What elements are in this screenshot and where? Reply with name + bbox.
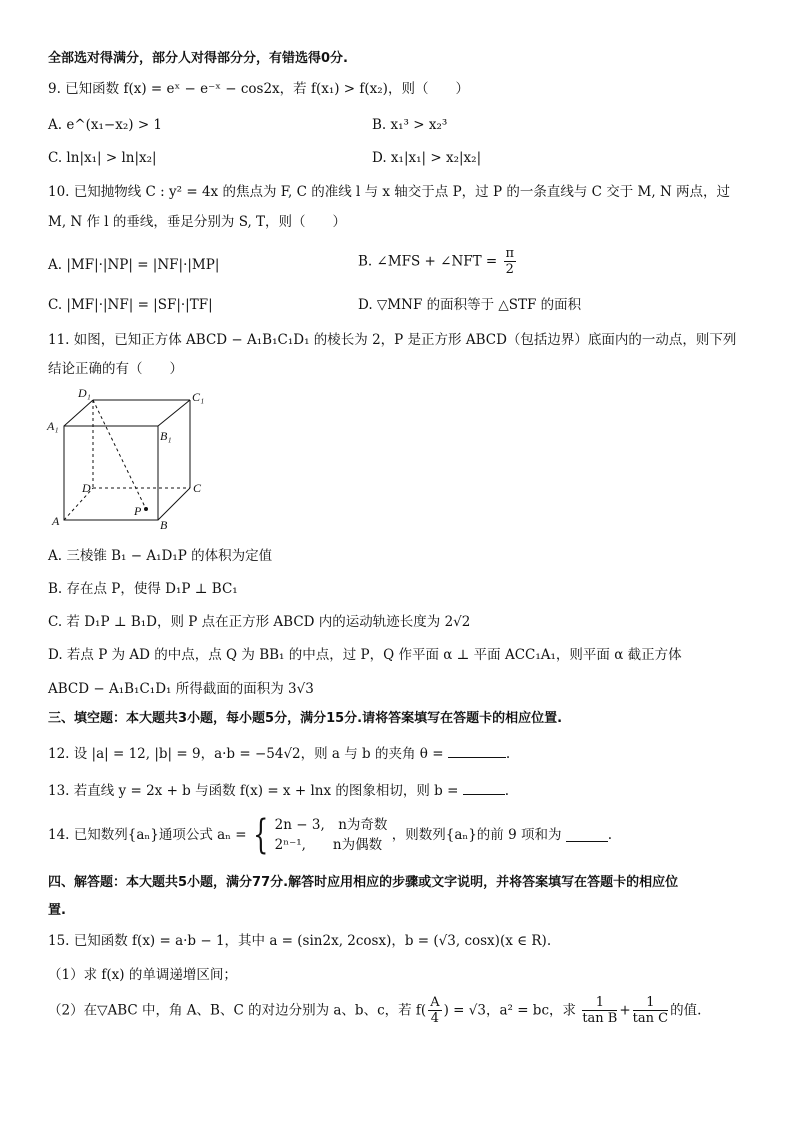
q15-part2-pre: （2）在▽ABC 中，角 A、B、C 的对边分别为 a、b、c，若 f( [48,1002,427,1019]
q15-frac-tanc [633,995,668,1026]
q12 [48,745,510,763]
q14-case-odd: 2n − 3, n为奇数 [274,817,388,833]
q14-answer-blank[interactable] [566,829,608,842]
q14-cases [275,815,388,855]
q13 [48,782,509,800]
front-face [64,426,158,520]
q15-part1: （1）求 f(x) 的单调递增区间； [48,967,237,983]
q14 [48,812,613,858]
q13-end: . [504,783,509,799]
q14-pre: 14. 已知数列{aₙ}通项公式 aₙ = [48,827,247,843]
label-d1: D₁ [78,386,91,400]
q10-option-b [358,246,518,277]
label-a1: A₁ [47,419,59,433]
frac-tanb-num: 1 [582,995,617,1011]
q11-option-c: C. 若 D₁P ⊥ B₁D，则 P 点在正方形 ABCD 内的运动轨迹长度为 2√2 [48,614,471,630]
q10-option-b-numerator: π [505,246,515,261]
edge-bc [158,488,190,520]
q9-option-a: A. e^(x₁−x₂) > 1 [48,117,163,133]
q10-option-c: C. |MF|·|NF| = |SF|·|TF| [48,297,213,313]
q9-stem: 9. 已知函数 f(x) = eˣ − e⁻ˣ − cos2x，若 f(x₁) > f(x₂)，则（ ） [48,81,469,97]
cube-figure [44,384,214,534]
q15-part2-frac-a4 [428,995,441,1026]
edge-a1d1 [64,400,93,426]
label-a: A [52,514,60,528]
q11-option-d-line2: ABCD − A₁B₁C₁D₁ 所得截面的面积为 3√3 [48,681,314,697]
q11-option-b: B. 存在点 P，使得 D₁P ⊥ BC₁ [48,581,238,597]
frac-tanc-num: 1 [633,995,668,1011]
q10-stem-line1: 10. 已知抛物线 C : y² = 4x 的焦点为 F, C 的准线 l 与 x 轴交于点 P，过 P 的一条直线与 C 交于 M, N 两点，过 [48,184,731,200]
q14-post: ，则数列{aₙ}的前 9 项和为 [391,827,562,843]
segment-d1p [93,400,146,509]
q10-option-b-fraction [504,246,517,277]
label-d: D [82,481,91,495]
q15-part2-mid: ) = √3，a² = bc，求 [443,1002,577,1019]
frac-a4-num: A [430,995,440,1010]
q13-text: 13. 若直线 y = 2x + b 与函数 f(x) = x + lnx 的图象相切，则 b = [48,783,459,799]
q15-stem: 15. 已知函数 f(x) = a·b − 1，其中 a = (sin2x, 2cosx)，b = (√3, cosx)(x ∈ R). [48,933,552,949]
q11-option-a: A. 三棱锥 B₁ − A₁D₁P 的体积为定值 [48,548,273,564]
frac-a4-den: 4 [430,1011,440,1026]
section4-heading-line1: 四、解答题：本大题共5小题，满分77分.解答时应用相应的步骤或文字说明，并将答案填写在答题卡的相应位 [48,875,679,890]
q12-end: . [505,746,511,762]
q10-option-d: D. ▽MNF 的面积等于 △STF 的面积 [358,297,582,313]
q15-part2 [48,995,701,1026]
q11-stem-line1: 11. 如图，已知正方体 ABCD − A₁B₁C₁D₁ 的棱长为 2，P 是正方形 ABCD（包括边界）底面内的一动点，则下列 [48,332,737,348]
label-c: C [193,481,202,495]
label-b: B [160,518,168,532]
q12-text: 12. 设 |a| = 12, |b| = 9，a·b = −54√2，则 a 与 b 的夹角 θ = [48,746,444,762]
q9-option-c: C. ln|x₁| > ln|x₂| [48,150,157,166]
q10-option-b-text: B. ∠MFS + ∠NFT = [358,253,498,270]
frac-tanb-den: tan B [582,1011,618,1026]
q10-option-a: A. |MF|·|NP| = |NF|·|MP| [48,257,220,273]
q15-plus: + [619,1002,631,1019]
q10-option-b-denominator: 2 [505,262,514,277]
q15-frac-tanb [582,995,617,1026]
q12-answer-blank[interactable] [448,745,506,758]
frac-tanc-den: tan C [632,1011,669,1026]
q14-case-even: 2ⁿ⁻¹, n为偶数 [274,837,383,853]
edge-b1c1 [158,400,190,426]
intro-text: 全部选对得满分，部分人对得部分分，有错选得0分. [48,51,348,66]
section3-heading: 三、填空题：本大题共3小题，每小题5分，满分15分.请将答案填写在答题卡的相应位置. [48,711,563,726]
q14-end: . [607,827,613,843]
q14-brace: { [253,812,269,858]
q11-option-d-line1: D. 若点 P 为 AD 的中点，点 Q 为 BB₁ 的中点，过 P，Q 作平面 α ⊥ 平面 ACC₁A₁，则平面 α 截正方体 [48,647,682,663]
label-b1: B₁ [160,429,172,443]
point-p [144,507,148,511]
label-c1: C₁ [192,390,205,404]
q13-answer-blank[interactable] [463,782,505,795]
q11-stem-line2: 结论正确的有（ ） [48,361,183,377]
q9-option-d: D. x₁|x₁| > x₂|x₂| [372,150,482,166]
q9-option-b: B. x₁³ > x₂³ [372,117,448,133]
label-p: P [134,504,142,518]
q10-stem-line2: M, N 作 l 的垂线，垂足分别为 S, T，则（ ） [48,214,347,230]
section4-heading-line2: 置. [48,903,66,918]
q15-part2-end: 的值. [670,1002,702,1019]
